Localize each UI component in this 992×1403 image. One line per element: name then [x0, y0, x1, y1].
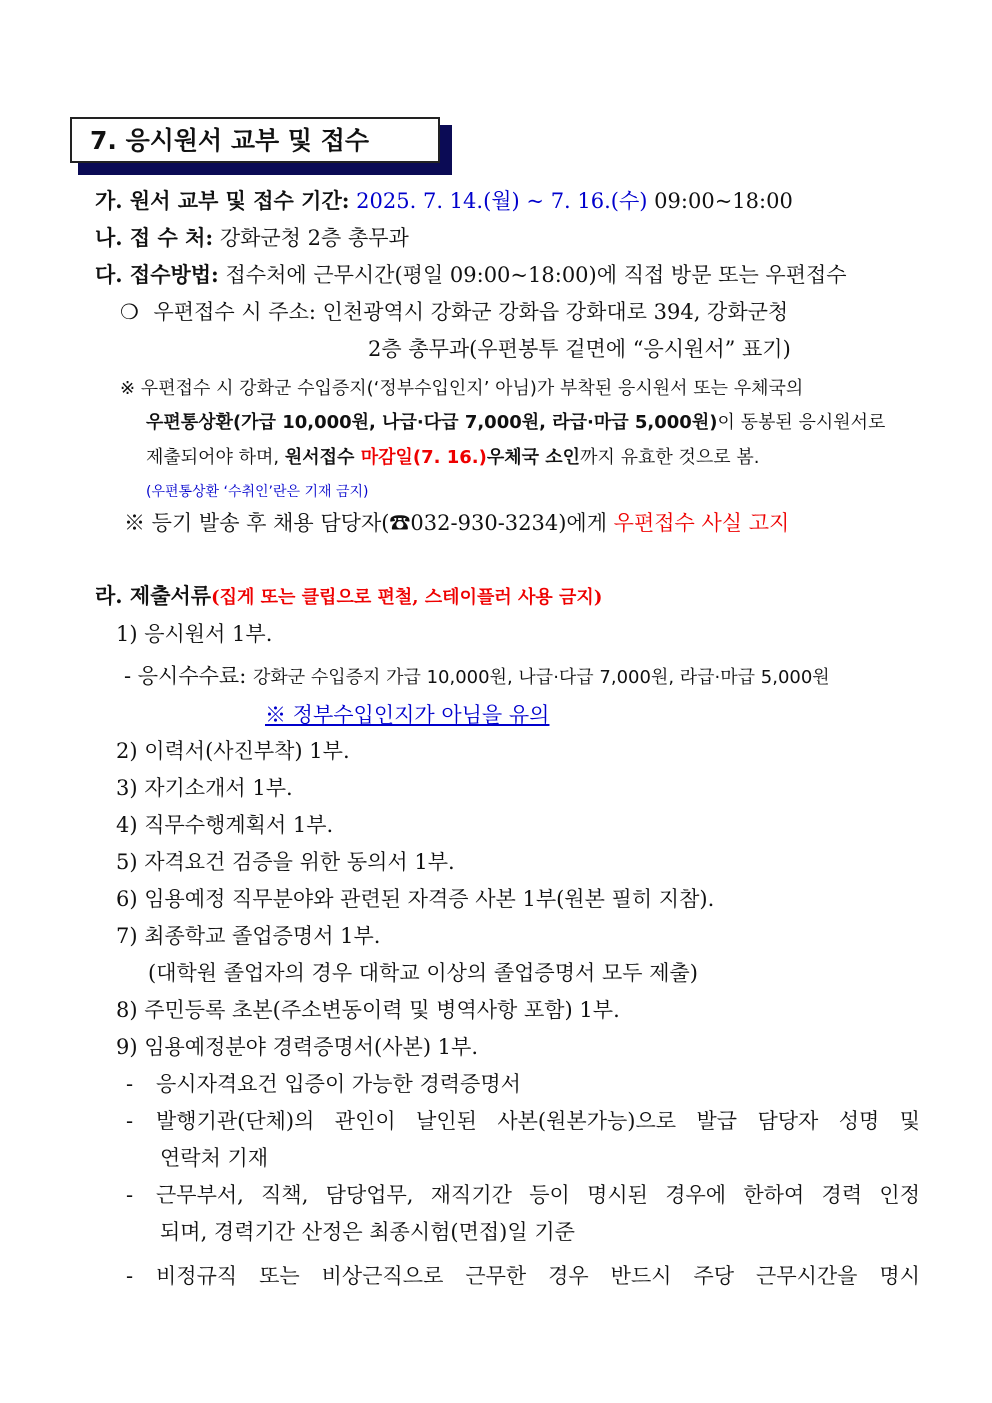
mail-note-line2: [146, 409, 885, 437]
section-title: 7. 응시원서 교부 및 접수: [90, 126, 370, 155]
doc-item-9-detail-2-line2: 연락처 기재: [160, 1146, 269, 1170]
doc-item-1: 1) 응시원서 1부.: [116, 622, 273, 646]
method-row: [95, 261, 847, 289]
doc-item-9: 9) 임용예정분야 경력증명서(사본) 1부.: [116, 1035, 479, 1059]
doc-item-5: 5) 자격요건 검증을 위한 동의서 1부.: [116, 850, 455, 874]
doc-item-1-note: ※ 정부수입인지가 아님을 유의: [265, 703, 550, 727]
deadline-date: 마감일(7. 16.): [360, 447, 487, 468]
mail-address-line1: 우편접수 시 주소: 인천광역시 강화군 강화읍 강화대로 394, 강화군청: [153, 300, 789, 324]
postmark-label: 우체국 소인: [486, 447, 581, 468]
bullet-circle-icon: ❍: [120, 300, 139, 324]
period-time: 09:00~18:00: [654, 189, 793, 213]
dash-2: -: [126, 1109, 134, 1133]
period-label: 가. 원서 교부 및 접수 기간:: [95, 188, 350, 213]
notify-mail-text: 우편접수 사실 고지: [613, 511, 790, 535]
fee-value: 강화군 수입증지 가급 10,000원, 나급·다급 7,000원, 라급·마급 5,000원: [252, 667, 830, 688]
doc-item-7-sub: (대학원 졸업자의 경우 대학교 이상의 졸업증명서 모두 제출): [148, 961, 698, 985]
doc-item-8: 8) 주민등록 초본(주소변동이력 및 병역사항 포함) 1부.: [116, 998, 620, 1022]
registered-mail-text: ※ 등기 발송 후 채용 담당자(☎032-930-3234)에게: [124, 511, 614, 535]
mail-note-line3: [146, 444, 759, 472]
period-row: [95, 187, 793, 215]
mail-note-line1: ※ 우편접수 시 강화군 수입증지(‘정부수입인지’ 아님)가 부착된 응시원서 또는 우체국의: [120, 378, 804, 399]
postal-order-info: 우편통상환(가급 10,000원, 나급·다급 7,000원, 라급·마급 5,000원): [146, 412, 718, 433]
place-value: 강화군청 2층 총무과: [219, 226, 409, 250]
documents-warning: (집게 또는 클립으로 편철, 스테이플러 사용 금지): [211, 587, 603, 608]
dash-4: -: [126, 1264, 134, 1288]
doc-item-7: 7) 최종학교 졸업증명서 1부.: [116, 924, 381, 948]
place-row: [95, 224, 409, 252]
doc-item-9-detail-3-line1: 근무부서, 직책, 담당업무, 재직기간 등이 명시된 경우에 한하여 경력 인정: [156, 1183, 920, 1207]
doc-item-9-detail-3-line2: 되며, 경력기간 산정은 최종시험(면접)일 기준: [160, 1220, 575, 1244]
doc-item-6: 6) 임용예정 직무분야와 관련된 자격증 사본 1부(원본 필히 지참).: [116, 887, 715, 911]
dash-3: -: [126, 1183, 134, 1207]
fee-label: - 응시수수료:: [124, 664, 253, 688]
payee-field-note: (우편통상환 ‘수취인’란은 기재 금지): [146, 484, 369, 500]
doc-item-9-detail-1: 응시자격요건 입증이 가능한 경력증명서: [156, 1072, 521, 1096]
mail-note-line3-a: 제출되어야 하며,: [146, 447, 285, 468]
method-value: 접수처에 근무시간(평일 09:00~18:00)에 직접 방문 또는 우편접수: [225, 263, 847, 287]
mail-note-line3-b: 원서접수: [284, 447, 361, 468]
doc-item-2: 2) 이력서(사진부착) 1부.: [116, 739, 350, 763]
dash-1: -: [126, 1072, 134, 1096]
place-label: 나. 접 수 처:: [95, 225, 214, 250]
method-label: 다. 접수방법:: [95, 262, 219, 287]
postal-order-rest: 이 동봉된 응시원서로: [717, 412, 886, 433]
doc-item-3: 3) 자기소개서 1부.: [116, 776, 293, 800]
doc-item-1-fee: [124, 662, 830, 692]
section-title-box: [70, 117, 440, 163]
period-dates: 2025. 7. 14.(월) ~ 7. 16.(수): [356, 189, 648, 213]
doc-item-9-detail-4-line1: 비정규직 또는 비상근직으로 근무한 경우 반드시 주당 근무시간을 명시: [156, 1264, 920, 1288]
mail-note-line3-e: 까지 유효한 것으로 봄.: [580, 447, 760, 468]
mail-address-row: [120, 298, 788, 326]
doc-item-4: 4) 직무수행계획서 1부.: [116, 813, 334, 837]
registered-mail-note: [124, 509, 789, 537]
doc-item-9-detail-2-line1: 발행기관(단체)의 관인이 날인된 사본(원본가능)으로 발급 담당자 성명 및: [156, 1109, 920, 1133]
mail-address-line2: 2층 총무과(우편봉투 겉면에 “응시원서” 표기): [368, 337, 791, 361]
documents-row: [95, 582, 602, 612]
documents-label: 라. 제출서류: [95, 583, 212, 608]
